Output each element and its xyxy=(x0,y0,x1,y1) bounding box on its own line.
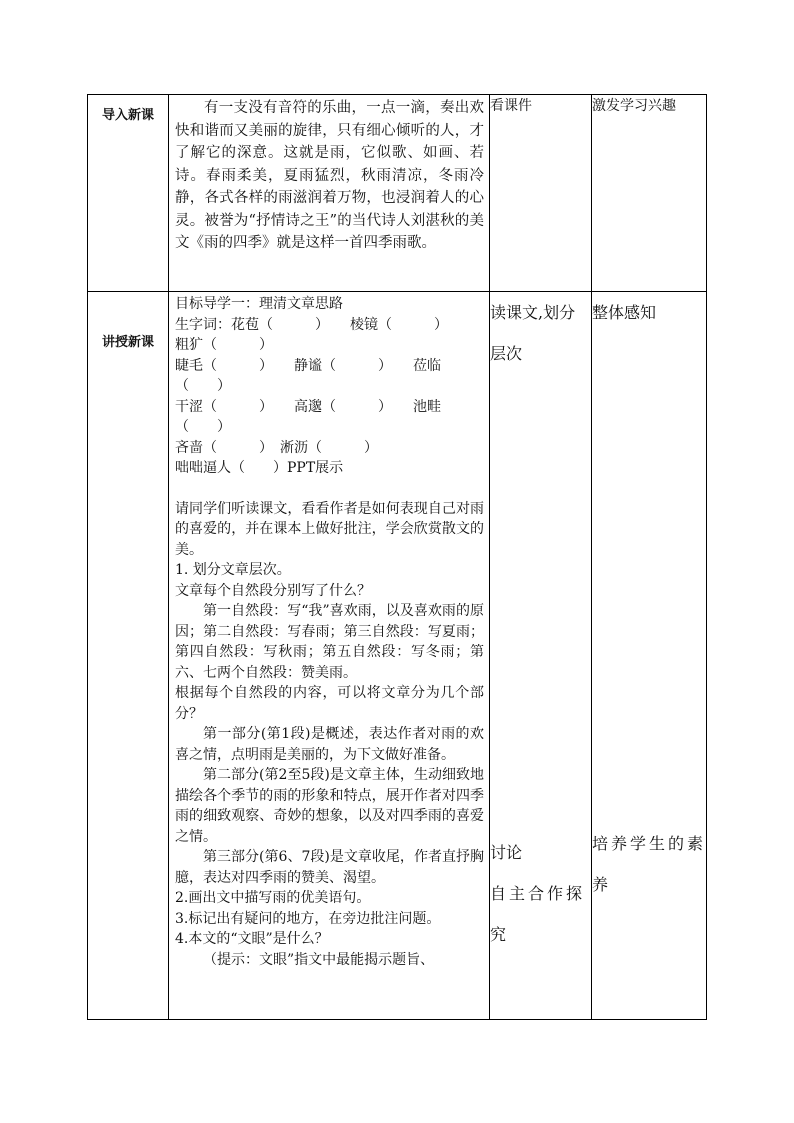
lesson-plan-table xyxy=(87,94,707,1020)
text-paragraph: 请同学们听读课文，看看作者是如何表现自己对雨的喜爱的，并在课本上做好批注，学会欣赏散文的美。 xyxy=(175,500,484,558)
text-paragraph: 第三部分(第6、7段)是文章收尾，作者直抒胸臆，表达对四季雨的赞美、渴望。 xyxy=(175,849,484,886)
text-paragraph: 2.画出文中描写雨的优美语句。 xyxy=(175,890,371,906)
text-paragraph: 第一部分(第1段)是概述，表达作者对雨的欢喜之情，点明雨是美丽的，为下文做好准备。 xyxy=(175,726,484,763)
text-paragraph: 3.标记出有疑问的地方，在旁边批注问题。 xyxy=(175,910,441,927)
row-label-intro: 导入新课 xyxy=(88,95,169,292)
table-row-intro xyxy=(88,95,707,292)
intro-purpose: 激发学习兴趣 xyxy=(592,95,707,292)
text-line: 生字词：花苞（ ） 棱镜（ ） xyxy=(175,316,448,333)
text-line: 干涩（ ） 高邈（ ） 池畦 xyxy=(175,398,441,415)
teaching-purpose-cell xyxy=(592,292,707,1020)
text-paragraph: 1. 划分文章层次。 xyxy=(175,562,291,578)
intro-activity: 看课件 xyxy=(490,95,592,292)
text-line: 吝啬（ ） 淅沥（ ） xyxy=(175,439,378,456)
text-paragraph: （提示：文眼”指文中最能揭示题旨、 xyxy=(203,951,435,968)
text-line: 目标导学一：理清文章思路 xyxy=(175,296,343,312)
text-line: 粗犷（ ） xyxy=(175,337,273,353)
purpose-overall: 整体感知 xyxy=(592,303,657,322)
text-paragraph: 第二部分(第2至5段)是文章主体，生动细致地描绘各个季节的雨的形象和特点，展开作者对四季雨的细致观察、奇妙的想象，以及对四季雨的喜爱之情。 xyxy=(175,767,484,845)
text-line: （ ） xyxy=(175,419,231,435)
text-paragraph: 根据每个自然段的内容，可以将文章分为几个部分？ xyxy=(175,685,484,722)
teaching-content-cell xyxy=(169,292,490,1020)
activity-discuss: 讨论 xyxy=(490,843,523,862)
intro-content-cell xyxy=(169,95,490,292)
row-label-teaching: 讲授新课 xyxy=(88,292,169,1020)
text-line: （ ） xyxy=(175,378,231,394)
text-paragraph: 4.本文的“文眼”是什么？ xyxy=(175,931,329,947)
text-line: 睫毛（ ） 静谧（ ） 莅临 xyxy=(175,357,441,374)
table-row-teaching xyxy=(88,292,707,1020)
purpose-cultivate: 培养学生的素养 xyxy=(592,834,707,894)
text-paragraph: 第一自然段：写“我”喜欢雨，以及喜欢雨的原因；第二自然段：写春雨；第三自然段：写夏雨；第四自然段：写秋雨；第五自然段：写冬雨；第六、七两个自然段：赞美雨。 xyxy=(175,603,484,681)
teaching-activity-cell xyxy=(490,292,592,1020)
activity-read: 读课文,划分层次 xyxy=(490,303,576,363)
activity-cooperate: 自主合作探究 xyxy=(490,884,586,944)
text-paragraph: 文章每个自然段分别写了什么？ xyxy=(175,582,371,599)
text-line: 咄咄逼人（ ）PPT展示 xyxy=(175,460,344,476)
intro-paragraph: 有一支没有音符的乐曲，一点一滴，奏出欢快和谐而又美丽的旋律，只有细心倾听的人，才了解它的深意。这就是雨，它似歌、如画、若诗。春雨柔美，夏雨猛烈，秋雨清凉，冬雨冷静，各式各样的雨滋润着万物，也浸润着人的心灵。被誉为“抒情诗之王”的当代诗人刘湛秋的美文《雨的四季》就是这样一首四季雨歌。 xyxy=(175,100,484,251)
